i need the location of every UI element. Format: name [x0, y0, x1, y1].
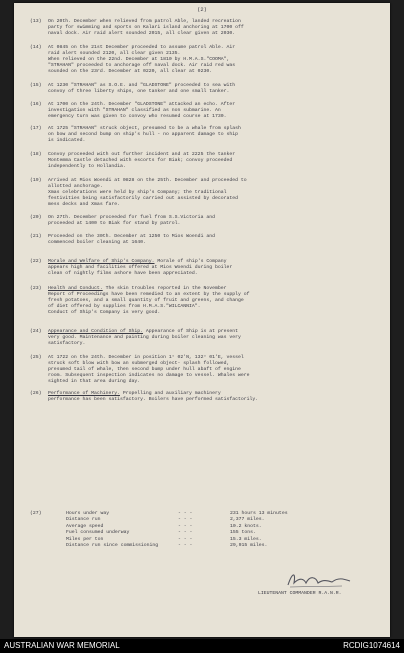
stat-leader: - - - — [178, 530, 193, 536]
performance-stats — [30, 511, 386, 549]
text-line: mess decks and Xmas fare. — [48, 202, 120, 208]
stat-leader: - - - — [178, 536, 193, 542]
paragraph-number: (19) — [30, 178, 42, 183]
text-line-content: Appearance of Ship is at present — [143, 329, 238, 334]
paragraph-body — [48, 355, 250, 385]
paragraph-body — [48, 259, 232, 277]
paragraph-body — [48, 19, 244, 37]
paragraph-body — [48, 126, 241, 144]
archive-footer — [0, 639, 404, 653]
page-number: (2) — [197, 7, 207, 13]
stat-row — [30, 543, 386, 549]
paragraph-number: (20) — [30, 215, 42, 220]
section-heading: Morale and Welfare of Ship's Company. — [48, 259, 155, 264]
text-line: room. Subsequent inspection indicates no damage to vessel. Whales were — [48, 373, 250, 379]
paragraph-number: (23) — [30, 286, 42, 291]
footer-institution: AUSTRALIAN WAR MEMORIAL — [4, 641, 120, 650]
paragraph-number: (16) — [30, 102, 42, 107]
paragraph-body — [48, 391, 258, 403]
text-line: On 20th. December when relieved from patrol Able, landed recreation — [48, 19, 241, 24]
text-line: proceeded at 1400 to Biak for stand by patrol. — [48, 221, 181, 227]
paragraph-body — [48, 234, 215, 246]
paragraph-number: (24) — [30, 329, 42, 334]
text-line: struck soft blow with bow an submerged object- splash followed, — [48, 361, 230, 367]
text-line: On 27th. December proceeded for fuel from S.S.Victoria and — [48, 215, 215, 220]
text-line: Proceeded on the 30th. December at 1250 to Mios Woendi and — [48, 234, 215, 239]
text-line: Convoy proceeded with out further incident and at 2225 the tanker — [48, 152, 236, 157]
text-line: satisfactory. — [48, 341, 86, 347]
section-heading: Health and Conduct. — [48, 286, 103, 291]
text-line: Montemma Castle detached with escorts for Biak; convoy proceeded — [48, 158, 233, 164]
paragraph-number: (27) — [30, 511, 42, 516]
stat-value: 2,377 miles. — [230, 517, 265, 523]
text-line: commenced boiler cleaning at 1640. — [48, 240, 146, 246]
paragraph-body — [48, 215, 215, 227]
paragraph-number: (15) — [30, 83, 42, 88]
paragraph-number: (17) — [30, 126, 42, 131]
text-line: festivities being satisfactorily carried out assisted by decorated — [48, 196, 238, 202]
paragraph-body — [48, 286, 250, 316]
signatory-title: LIEUTENANT COMMANDER R.A.N.R. — [258, 591, 342, 596]
paragraph-body — [48, 45, 235, 75]
paragraph-body — [48, 102, 235, 120]
section-heading: Appearance and Condition of Ship. — [48, 329, 143, 334]
text-line-content: Propelling and auxiliary machinery — [119, 391, 221, 396]
text-line: At 1700 on the 24th. December "GLADSTONE" attacked an echo. After — [48, 102, 236, 107]
text-line: presumed tail of whale, then second bump under hull abaft of engine — [48, 367, 241, 373]
footer-record-id: RCDIG1074614 — [343, 641, 400, 650]
text-line: allotted anchorage. — [48, 184, 103, 190]
stat-leader: - - - — [178, 542, 193, 548]
text-line: sounded on the 23rd. December at 0220, all clear at 0230. — [48, 69, 213, 75]
stat-value: 10.2 knots. — [230, 523, 262, 529]
text-line: performance has been satisfactory. Boilers have performed satisfactorily. — [48, 397, 259, 403]
stat-value: 29,915 miles. — [230, 542, 268, 548]
text-line-content: The skin troubles reported in the November — [102, 286, 227, 291]
stat-value: 231 hours 13 minutes — [230, 511, 288, 516]
paragraph-number: (25) — [30, 355, 42, 360]
text-line: emergency turn was given to convoy who resumed course at 1730. — [48, 114, 227, 120]
text-line: party for swimming and sports on Kalari island anchoring at 1700 off — [48, 25, 244, 31]
text-line: clean of nightly films ashore have been appreciated. — [48, 271, 198, 277]
text-line: on bow and second bump on ship's hull - no apparent damage to ship — [48, 132, 238, 138]
paragraph-body — [48, 178, 247, 208]
text-line: fresh potatoes, and a small quantity of fruit and greens, and change — [48, 298, 244, 304]
text-line: At 1725 "STRAHAN" struck object, presumed to be a whale from splash — [48, 126, 241, 131]
text-line: Conduct of Ship's Company is very good. — [48, 310, 161, 316]
text-line: Arrived at Mios Woendi at 0828 on the 25th. December and proceeded to — [48, 178, 247, 183]
text-line: appears high and facilities offered at Mios Woendi during boiler — [48, 265, 233, 271]
stat-leader: - - - — [178, 517, 193, 523]
text-line: Xmas celebrations were held by ship's Company; the traditional — [48, 190, 227, 196]
stat-label: Average speed — [66, 523, 104, 529]
paragraph-number: (14) — [30, 45, 42, 50]
text-line: "STRAHAN" proceeded to anchorage off naval dock. Air raid red was — [48, 63, 236, 69]
paragraph-number: (18) — [30, 152, 42, 157]
text-line: At 1722 on the 24th. December in position 1° 02'N, 132° 01'E, vessel — [48, 355, 244, 360]
text-line: independently to Hollandia. — [48, 164, 126, 170]
stat-label: Distance run — [66, 517, 101, 523]
text-line: sighted in that area during day. — [48, 379, 141, 385]
stat-value: 15.3 miles. — [230, 536, 262, 542]
paragraph-body — [48, 83, 235, 95]
text-line: convoy of three liberty ships, one tanker and one small tanker. — [48, 89, 230, 95]
text-line: of diet offered by supplies from H.M.A.S."WILCANNIA". — [48, 304, 201, 310]
text-line: At 0845 on the 21st December proceeded to assume patrol Able. Air — [48, 45, 236, 50]
stat-label: Distance run since commissioning — [66, 542, 159, 548]
text-line: Report of Proceedings have been remedied to an extent by the supply of — [48, 292, 250, 298]
stat-label: Hours under way — [66, 511, 110, 516]
stat-leader: - - - — [178, 511, 193, 516]
text-line: very good. Maintenance and painting during boiler cleaning was very — [48, 335, 241, 341]
document-page — [14, 3, 390, 637]
text-line: At 1230 "STRAHAN" as S.O.E. and "GLADSTONE" proceeded to sea with — [48, 83, 236, 88]
text-line: naval dock. Air raid alert sounded 2015, all clear given at 2030. — [48, 31, 236, 37]
stat-leader: - - - — [178, 523, 193, 529]
text-line: investigation with "STRAHAN" classified as non submarine. An — [48, 108, 221, 114]
paragraph-number: (13) — [30, 19, 42, 24]
section-heading: Performance of Machinery. — [48, 391, 120, 396]
paragraph-number: (21) — [30, 234, 42, 239]
paragraph-body — [48, 152, 235, 170]
text-line-content: Morale of ship's Company — [154, 259, 227, 264]
paragraph-body — [48, 329, 241, 347]
paragraph-number: (26) — [30, 391, 42, 396]
handwritten-signature — [282, 567, 354, 591]
stat-label: Fuel consumed underway — [66, 530, 130, 536]
stat-value: 155 tons. — [230, 530, 256, 536]
text-line: is indicated. — [48, 138, 86, 144]
text-line: raid alert sounded 2120, all clear given 2135. — [48, 51, 181, 57]
text-line: When relieved on the 22nd. December at 1810 by H.M.A.S."COOMA", — [48, 57, 230, 63]
paragraph-number: (22) — [30, 259, 42, 264]
stat-label: Miles per ton — [66, 536, 104, 542]
